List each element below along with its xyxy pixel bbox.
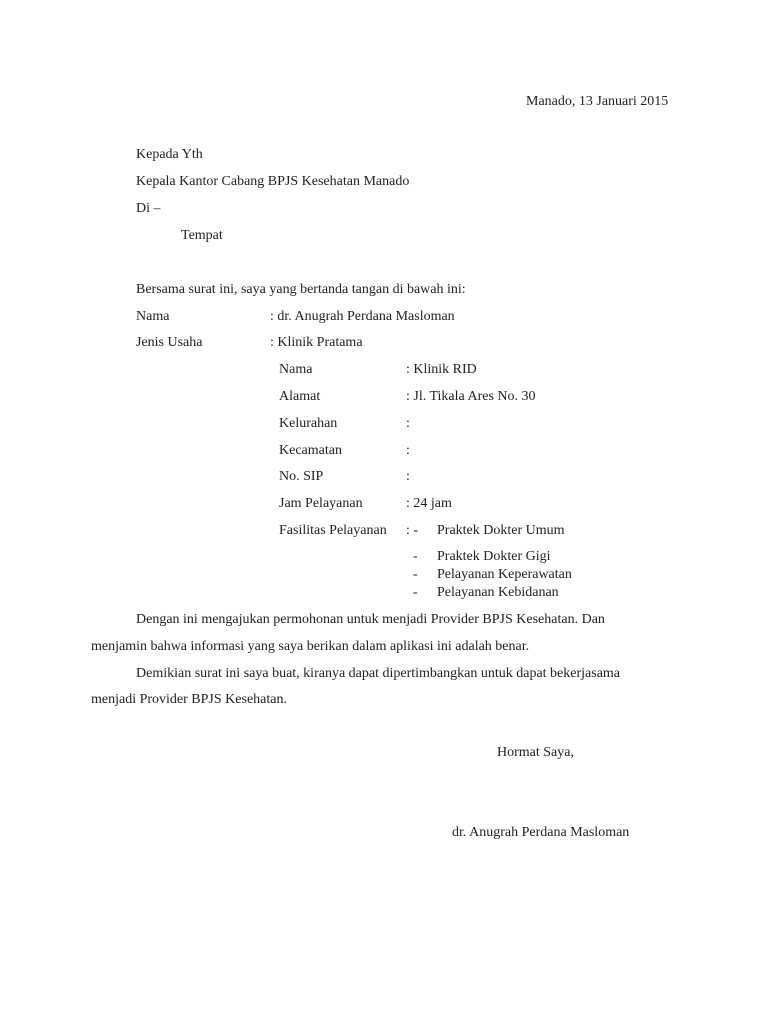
clinic-district-value: : <box>406 443 410 458</box>
facility-item: Pelayanan Kebidanan <box>437 585 559 600</box>
facility-item: Praktek Dokter Umum <box>437 523 565 538</box>
recipient-line-4: Tempat <box>181 228 223 243</box>
paragraph-2-line-1: Demikian surat ini saya buat, kiranya dapat dipertimbangkan untuk dapat bekerjasama <box>136 666 621 681</box>
clinic-address-label: Alamat <box>279 389 321 404</box>
signatory-name: dr. Anugrah Perdana Masloman <box>452 825 630 840</box>
closing-salutation: Hormat Saya, <box>497 745 574 760</box>
facility-item: Pelayanan Keperawatan <box>437 567 572 582</box>
applicant-name-label: Nama <box>136 309 170 324</box>
paragraph-1-line-1: Dengan ini mengajukan permohonan untuk menjadi Provider BPJS Kesehatan. Dan <box>136 612 605 627</box>
business-type-label: Jenis Usaha <box>136 335 203 350</box>
place-date: Manado, 13 Januari 2015 <box>526 94 669 109</box>
facility-dash: - <box>413 585 418 600</box>
paragraph-2-line-2: menjadi Provider BPJS Kesehatan. <box>91 692 287 707</box>
clinic-district-label: Kecamatan <box>279 443 342 458</box>
clinic-name-value: : Klinik RID <box>406 362 477 377</box>
facility-item: Praktek Dokter Gigi <box>437 549 551 564</box>
clinic-facilities-value: : - <box>406 523 419 538</box>
clinic-hours-value: : 24 jam <box>406 496 452 511</box>
paragraph-1-line-2: menjamin bahwa informasi yang saya berikan dalam aplikasi ini adalah benar. <box>91 639 530 654</box>
clinic-sip-label: No. SIP <box>279 469 324 484</box>
clinic-village-value: : <box>406 416 410 431</box>
clinic-facilities-label: Fasilitas Pelayanan <box>279 523 387 538</box>
clinic-hours-label: Jam Pelayanan <box>279 496 363 511</box>
recipient-line-2: Kepala Kantor Cabang BPJS Kesehatan Manado <box>136 174 410 189</box>
clinic-sip-value: : <box>406 469 410 484</box>
facility-dash: - <box>413 549 418 564</box>
clinic-village-label: Kelurahan <box>279 416 338 431</box>
recipient-line-3: Di – <box>136 201 161 216</box>
facility-dash: - <box>413 567 418 582</box>
recipient-line-1: Kepada Yth <box>136 147 203 162</box>
applicant-name-value: : dr. Anugrah Perdana Masloman <box>270 309 455 324</box>
business-type-value: : Klinik Pratama <box>270 335 363 350</box>
intro-text: Bersama surat ini, saya yang bertanda tangan di bawah ini: <box>136 282 466 297</box>
clinic-address-value: : Jl. Tikala Ares No. 30 <box>406 389 536 404</box>
clinic-name-label: Nama <box>279 362 313 377</box>
